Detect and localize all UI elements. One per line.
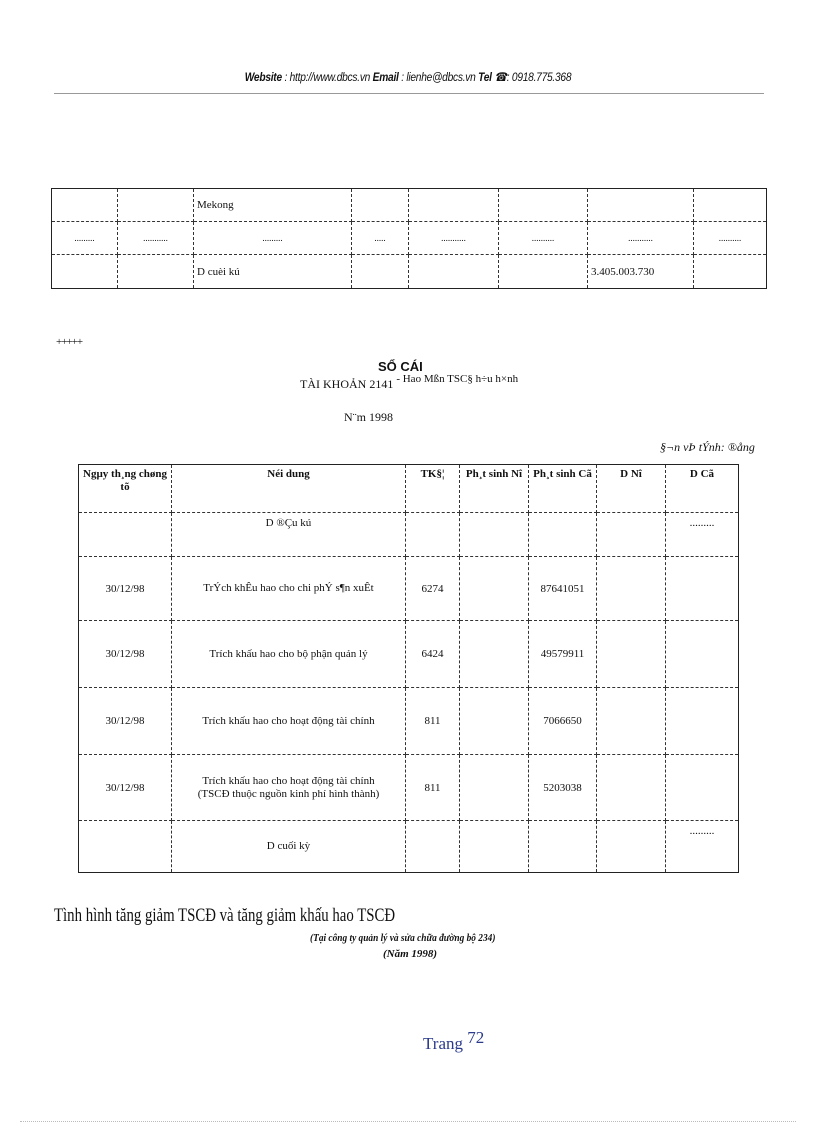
column-header: TK§¦ [406, 465, 460, 513]
column-header: Ph¸t sinh Cã [529, 465, 597, 513]
column-header: D Cã [666, 465, 739, 513]
ledger-cell: 7066650 [529, 688, 597, 755]
table-cell [409, 255, 499, 289]
ledger-cell: 811 [406, 755, 460, 821]
table-row [52, 222, 767, 255]
ledger-cell [597, 557, 666, 621]
ledger-cell [529, 821, 597, 873]
table-cell [694, 189, 767, 222]
table-cell: .......... [694, 222, 767, 255]
ledger-cell: 30/12/98 [79, 688, 172, 755]
table-cell: ..... [352, 222, 409, 255]
column-header: Ngµy th¸ng chøng tõ [79, 465, 172, 513]
ledger-cell: 49579911 [529, 621, 597, 688]
ledger-cell: Trích khấu hao cho hoạt động tài chính [172, 688, 406, 755]
column-header: Néi dung [172, 465, 406, 513]
ledger-year: N¨m 1998 [344, 410, 393, 424]
ledger-cell: 30/12/98 [79, 557, 172, 621]
ledger-cell [597, 755, 666, 821]
table-cell [588, 189, 694, 222]
ledger-row [79, 755, 739, 821]
table-cell: ........... [588, 222, 694, 255]
column-header: Ph¸t sinh Nî [460, 465, 529, 513]
ledger-cell [597, 821, 666, 873]
ledger-cell [460, 821, 529, 873]
ledger-cell: D ®Çu kú [172, 513, 406, 557]
ledger-cell [529, 513, 597, 557]
table-cell [52, 189, 118, 222]
ledger-account [300, 373, 519, 392]
ledger-cell [460, 513, 529, 557]
ledger-cell [406, 513, 460, 557]
ledger-cell: ......... [666, 821, 739, 873]
table-cell: Mekong [194, 189, 352, 222]
account-label: TÀI KHOẢN 2141 [300, 377, 394, 391]
ledger-cell: 6424 [406, 621, 460, 688]
tel-value: ☎: 0918.775.368 [494, 70, 572, 84]
table-cell: ........... [409, 222, 499, 255]
table-cell [409, 189, 499, 222]
ledger-cell: 811 [406, 688, 460, 755]
page-number-value: 72 [467, 1028, 485, 1047]
ledger-cell [666, 557, 739, 621]
ledger-cell [406, 821, 460, 873]
table-cell: D cuèi kú [194, 255, 352, 289]
account-sub: - Hao Mßn TSC§ h÷u h×nh [396, 373, 519, 385]
footer-divider [20, 1121, 796, 1122]
ledger-cell [666, 755, 739, 821]
ledger-cell [460, 755, 529, 821]
ledger-cell: 5203038 [529, 755, 597, 821]
ledger-cell: 30/12/98 [79, 621, 172, 688]
column-header: D Nî [597, 465, 666, 513]
ledger-cell: 6274 [406, 557, 460, 621]
table-cell: 3.405.003.730 [588, 255, 694, 289]
ledger-row [79, 621, 739, 688]
ledger-cell [79, 821, 172, 873]
ledger-row [79, 557, 739, 621]
table-cell [499, 255, 588, 289]
marker-text: +++++ [56, 336, 83, 348]
ledger-cell [460, 557, 529, 621]
email-value[interactable]: : lienhe@dbcs.vn [401, 70, 476, 84]
ledger-cell [666, 621, 739, 688]
ledger-cell: Trích khấu hao cho hoạt động tài chính (TSCĐ thuộc nguồn kinh phí hình thành) [172, 755, 406, 821]
ledger-unit: §¬n vÞ tÝnh: ®ång [660, 440, 755, 454]
header-divider [54, 93, 764, 94]
ledger-row [79, 821, 739, 873]
ledger-cell: ......... [666, 513, 739, 557]
page-header [61, 70, 755, 84]
ledger-cell: D cuối kỳ [172, 821, 406, 873]
ledger-cell [79, 513, 172, 557]
email-label: Email [372, 70, 399, 84]
table-cell [52, 255, 118, 289]
page-number [423, 1028, 485, 1054]
website-url[interactable]: : http://www.dbcs.vn [284, 70, 371, 84]
ledger-cell: TrÝch khÊu hao cho chi phÝ s¶n xuÊt [172, 557, 406, 621]
ledger-cell [460, 621, 529, 688]
ledger-cell [666, 688, 739, 755]
ledger-header-row [79, 465, 739, 513]
ledger-title: SỔ CÁI [378, 359, 423, 374]
section-subtitle: (Tại công ty quản lý và sửa chữa đường bộ 234) [310, 932, 496, 944]
ledger-cell: 30/12/98 [79, 755, 172, 821]
ledger-cell: 87641051 [529, 557, 597, 621]
table-cell [352, 255, 409, 289]
section-title: Tình hình tăng giảm TSCĐ và tăng giảm khấu hao TSCĐ [54, 905, 396, 926]
table-cell: ......... [52, 222, 118, 255]
ledger-row [79, 688, 739, 755]
page-label: Trang [423, 1034, 463, 1053]
table-cell: ......... [194, 222, 352, 255]
table-cell [118, 189, 194, 222]
table-cell [694, 255, 767, 289]
ledger-cell [597, 513, 666, 557]
ledger-cell [460, 688, 529, 755]
ledger-cell [597, 621, 666, 688]
table-cell: ........... [118, 222, 194, 255]
tel-label: Tel [478, 70, 492, 84]
section-year: (Năm 1998) [383, 948, 438, 960]
table-cell [499, 189, 588, 222]
table-row [52, 255, 767, 289]
ledger-row [79, 513, 739, 557]
table-cell [118, 255, 194, 289]
ledger-cell [597, 688, 666, 755]
website-label: Website [244, 70, 282, 84]
table-row [52, 189, 767, 222]
table-cell [352, 189, 409, 222]
ledger-cell: Trích khấu hao cho bộ phận quản lý [172, 621, 406, 688]
ledger-table [78, 464, 739, 873]
continuation-table [51, 188, 767, 289]
table-cell: .......... [499, 222, 588, 255]
